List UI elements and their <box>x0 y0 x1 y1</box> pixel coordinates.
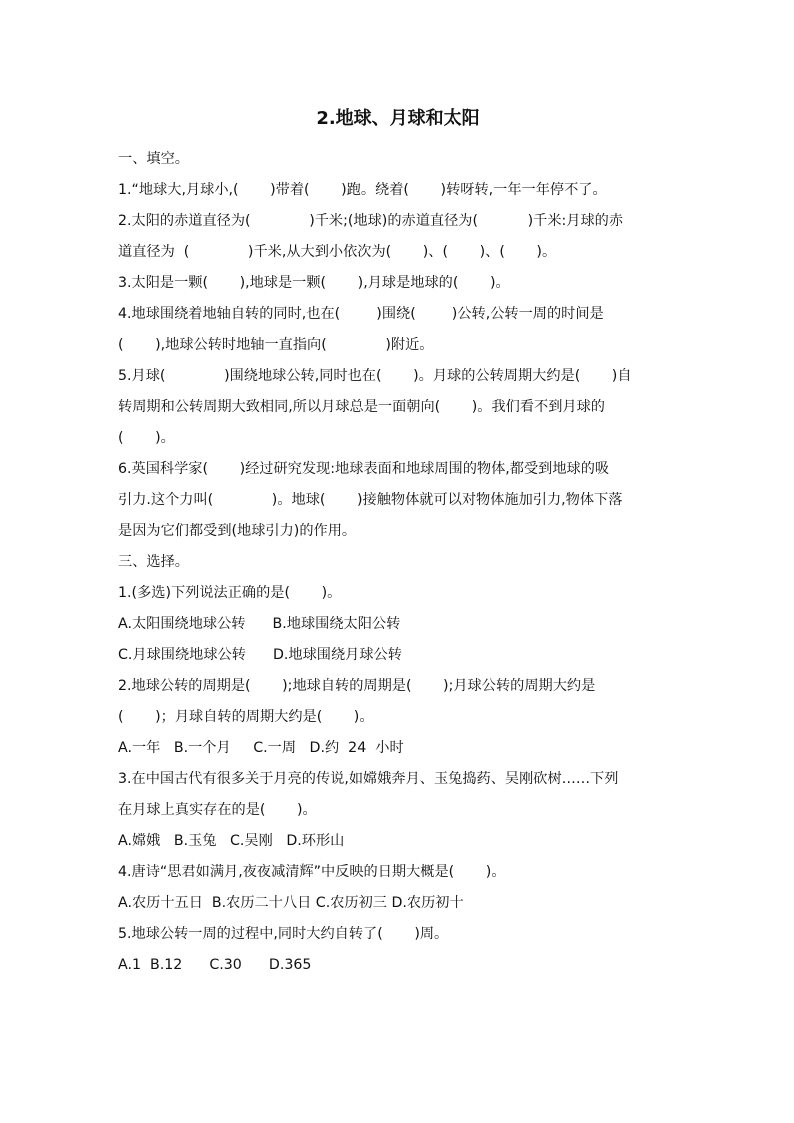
fill-in-section <box>118 144 678 547</box>
text-line: ( ),地球公转时地轴一直指向( )附近。 <box>118 337 434 353</box>
multiple-choice-section <box>118 547 678 981</box>
page-title: 2.地球、月球和太阳 <box>316 108 480 129</box>
text-line: 道直径为 ( )千米,从大到小依次为( )、( )、( )。 <box>118 244 557 260</box>
text-line: 是因为它们都受到(地球引力)的作用。 <box>118 523 357 539</box>
text-line: 1.(多选)下列说法正确的是( )。 <box>118 585 342 601</box>
text-line: 5.月球( )围绕地球公转,同时也在( )。月球的公转周期大约是( )自 <box>118 368 632 384</box>
worksheet-page <box>118 106 678 981</box>
text-line: 3.在中国古代有很多关于月亮的传说,如嫦娥奔月、玉兔捣药、吴刚砍树……下列 <box>118 771 619 787</box>
text-line: 在月球上真实存在的是( )。 <box>118 802 317 818</box>
text-line: 4.地球围绕着地轴自转的同时,也在( )围绕( )公转,公转一周的时间是 <box>118 306 604 322</box>
text-line: ( )。 <box>118 430 175 446</box>
text-line: 3.太阳是一颗( ),地球是一颗( ),月球是地球的( )。 <box>118 275 510 291</box>
text-line: 2.地球公转的周期是( );地球自转的周期是( );月球公转的周期大约是 <box>118 678 596 694</box>
text-line: 2.太阳的赤道直径为( )千米;(地球)的赤道直径为( )千米:月球的赤 <box>118 213 624 229</box>
text-line: 引力.这个力叫( )。地球( )接触物体就可以对物体施加引力,物体下落 <box>118 492 623 508</box>
text-line: 5.地球公转一周的过程中,同时大约自转了( )周。 <box>118 926 449 942</box>
text-line: C.月球围绕地球公转 D.地球围绕月球公转 <box>118 647 402 663</box>
text-line: A.太阳围绕地球公转 B.地球围绕太阳公转 <box>118 616 401 632</box>
text-line: A.嫦娥 B.玉兔 C.吴刚 D.环形山 <box>118 833 345 849</box>
text-line: A.农历十五日 B.农历二十八日 C.农历初三 D.农历初十 <box>118 895 464 911</box>
section-heading-fill-in: 一、填空。 <box>118 151 189 167</box>
text-line: A.一年 B.一个月 C.一周 D.约 24 小时 <box>118 740 404 756</box>
text-line: 1.“地球大,月球小,( )带着( )跑。绕着( )转呀转,一年一年停不了。 <box>118 182 607 198</box>
text-line: ( )；月球自转的周期大约是( )。 <box>118 709 374 725</box>
text-line: A.1 B.12 C.30 D.365 <box>118 957 312 973</box>
text-line: 4.唐诗“思君如满月,夜夜减清辉”中反映的日期大概是( )。 <box>118 864 506 880</box>
section-heading-choice: 三、选择。 <box>118 554 189 570</box>
text-line: 转周期和公转周期大致相同,所以月球总是一面朝向( )。我们看不到月球的 <box>118 399 605 415</box>
text-line: 6.英国科学家( )经过研究发现:地球表面和地球周围的物体,都受到地球的吸 <box>118 461 610 477</box>
